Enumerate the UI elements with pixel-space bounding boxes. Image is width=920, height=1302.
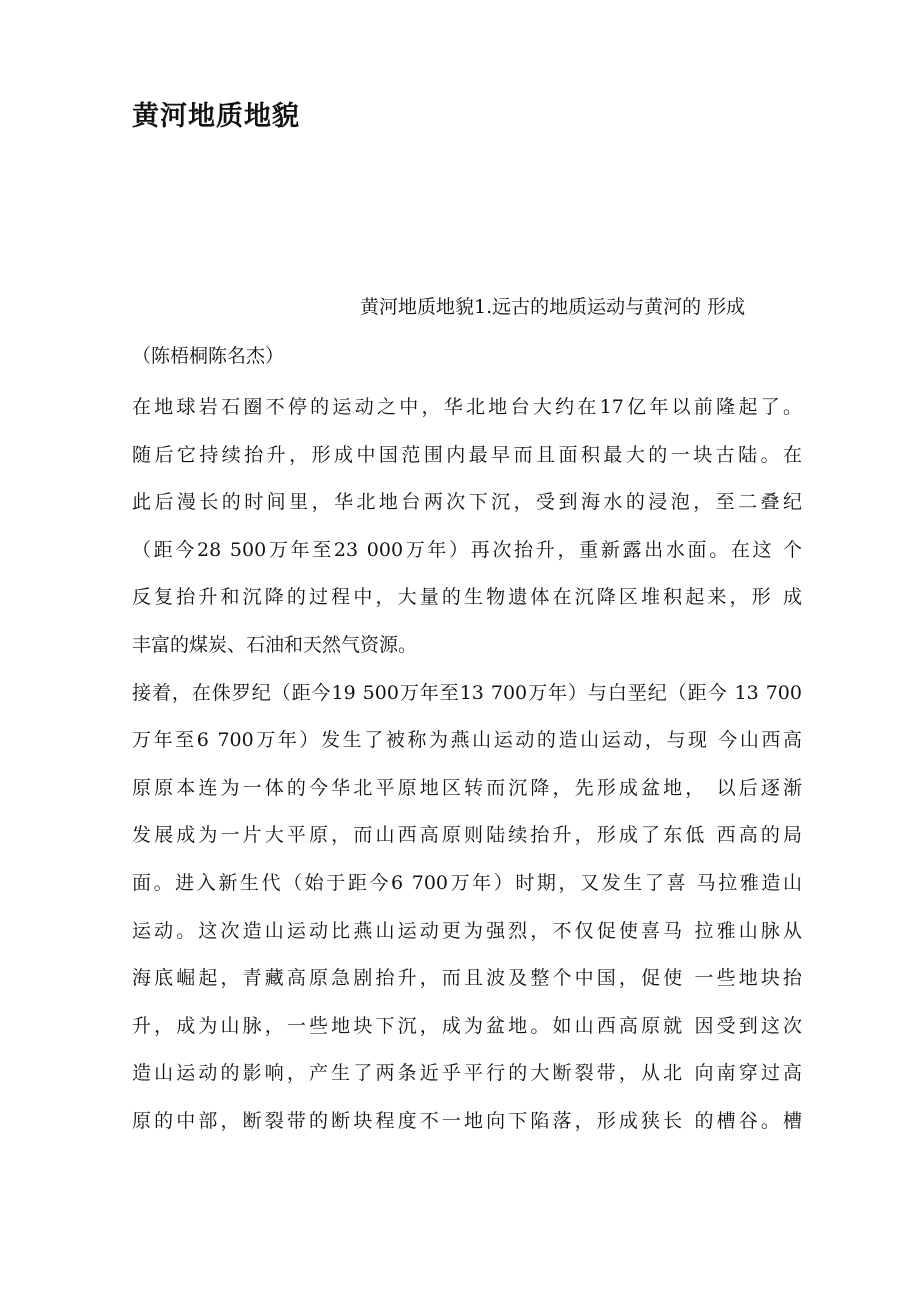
text-line: 反复抬升和沉降的过程中，大量的生物遗体在沉降区堆积起来，形 成 [132, 586, 802, 609]
text-line: 原原本连为一体的今华北平原地区转而沉降，先形成盆地， 以后逐渐 [132, 776, 802, 799]
body-text [132, 390, 802, 1152]
text-line: 升，成为山脉，一些地块下沉，成为盆地。如山西高原就 因受到这次 [132, 1014, 802, 1037]
text-line: 海底崛起，青藏高原急剧抬升，而且波及整个中国，促使 一些地块抬 [132, 967, 802, 990]
text-line: 随后它持续抬升，形成中国范围内最早而且面积最大的一块古陆。在 [132, 443, 802, 466]
text-line: 丰富的煤炭、石油和天然气资源。 [132, 633, 418, 656]
author-line: （陈梧桐陈名杰） [132, 345, 285, 367]
text-line: 在地球岩石圈不停的运动之中，华北地台大约在17亿年以前隆起了。 [132, 396, 802, 418]
text-line: 此后漫长的时间里，华北地台两次下沉，受到海水的浸泡，至二叠纪 [132, 491, 802, 514]
section-heading: 黄河地质地貌1.远古的地质运动与黄河的 形成 [360, 296, 746, 318]
text-line: 发展成为一片大平原，而山西高原则陆续抬升，形成了东低 西高的局 [132, 824, 802, 847]
text-line: 原的中部，断裂带的断块程度不一地向下陷落，形成狭长 的槽谷。槽 [132, 1109, 802, 1132]
text-line: 造山运动的影响，产生了两条近乎平行的大断裂带，从北 向南穿过高 [132, 1062, 802, 1085]
text-line: （距今28 500万年至23 000万年）再次抬升，重新露出水面。在这 个 [132, 538, 802, 561]
text-line: 面。进入新生代（始于距今6 700万年）时期，又发生了喜 马拉雅造山 [132, 871, 802, 894]
text-line: 万年至6 700万年）发生了被称为燕山运动的造山运动，与现 今山西高 [132, 729, 802, 752]
text-line: 运动。这次造山运动比燕山运动更为强烈，不仅促使喜马 拉雅山脉从 [132, 919, 802, 942]
text-line: 接着，在侏罗纪（距今19 500万年至13 700万年）与白垩纪（距今 13 700 [132, 681, 802, 704]
document-title: 黄河地质地貌 [132, 101, 300, 132]
